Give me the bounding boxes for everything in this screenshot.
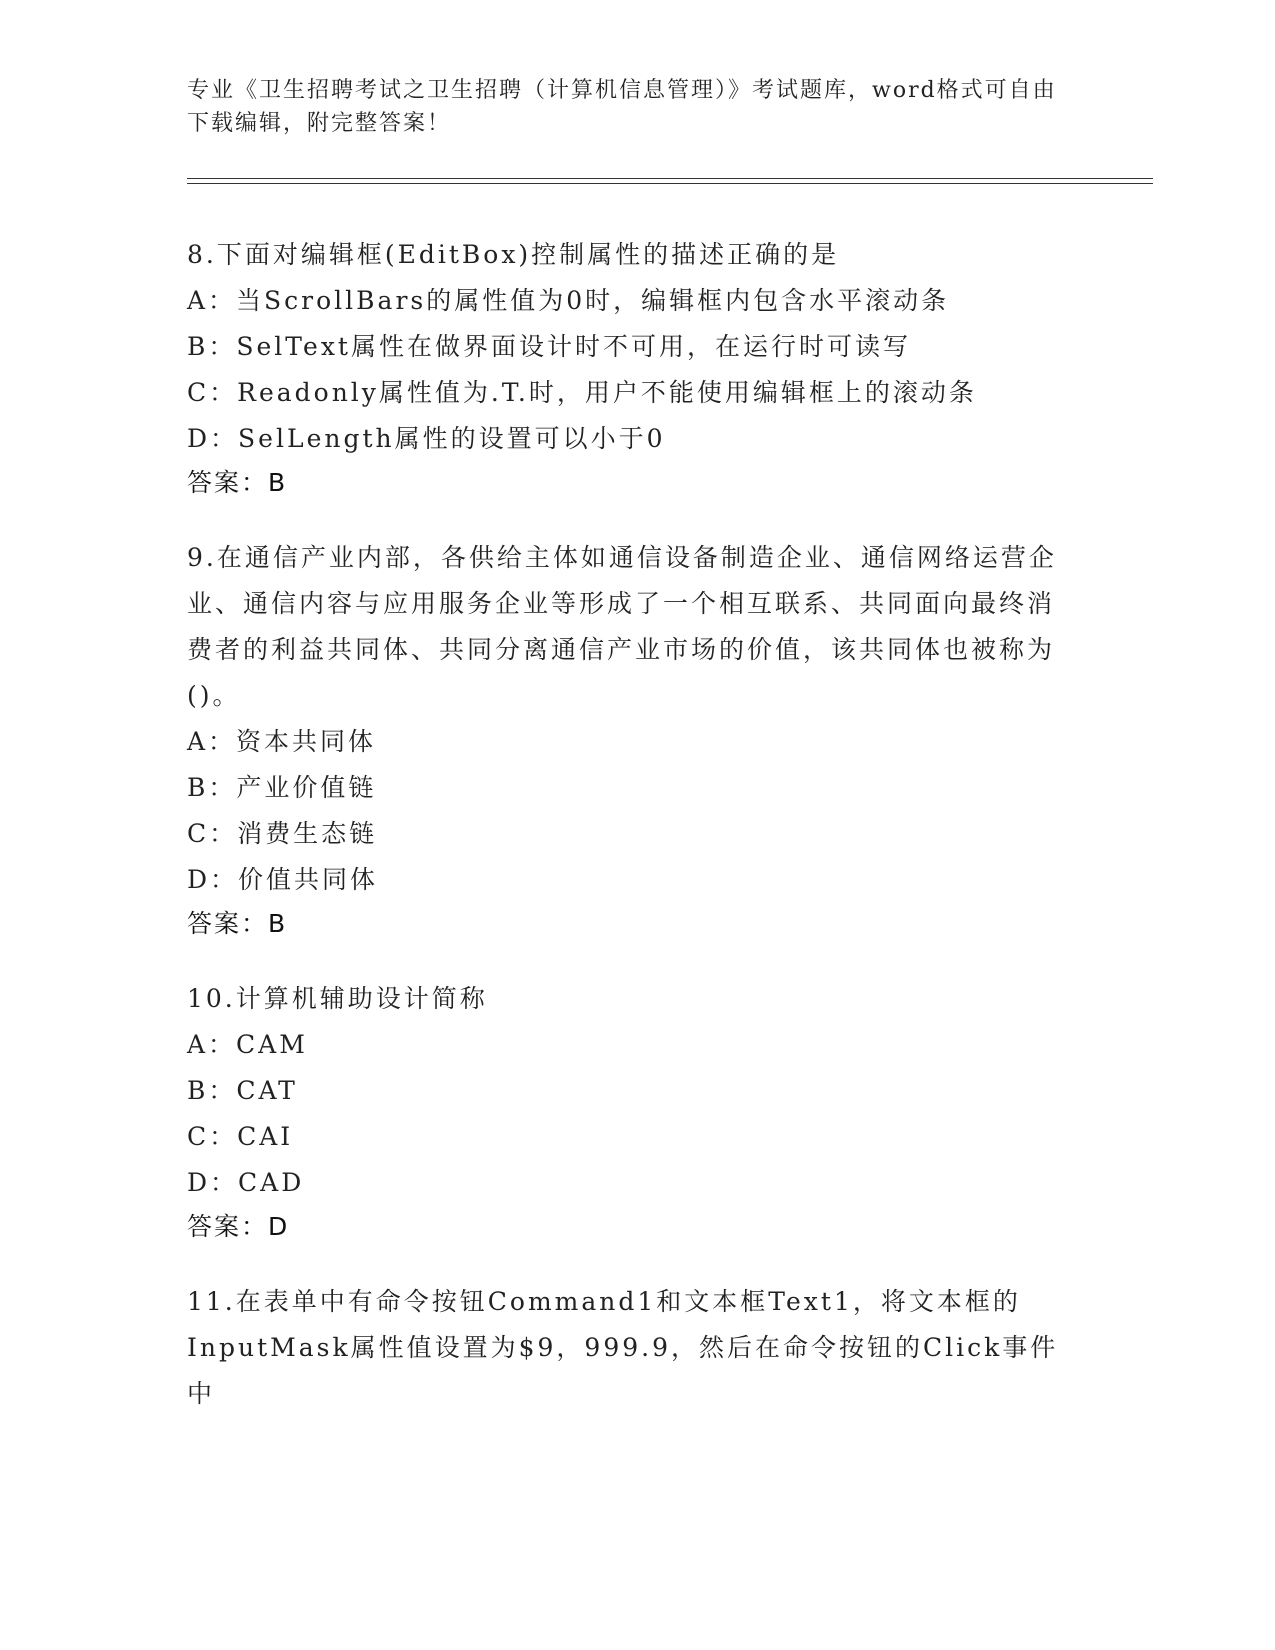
document-header: 专业《卫生招聘考试之卫生招聘（计算机信息管理）》考试题库，word格式可自由下载编辑，附完整答案！ [187, 78, 1057, 136]
option-d: D：价值共同体 [187, 865, 379, 894]
option-c: C：CAI [187, 1122, 294, 1151]
question-stem: 8.下面对编辑框(EditBox)控制属性的描述正确的是 [187, 240, 840, 269]
option-a: A：资本共同体 [187, 727, 377, 756]
question-stem: 10.计算机辅助设计简称 [187, 984, 488, 1013]
question-8 [187, 232, 1087, 504]
header-divider-top [187, 178, 1153, 179]
question-9 [187, 535, 1087, 945]
question-stem: 9.在通信产业内部，各供给主体如通信设备制造企业、通信网络运营企业、通信内容与应用服务企业等形成了一个相互联系、共同面向最终消费者的利益共同体、共同分离通信产业市场的价值，该共同体也被称为()。 [187, 543, 1057, 710]
option-b: B：CAT [187, 1076, 298, 1105]
answer: 答案：B [187, 468, 288, 497]
question-11 [187, 1279, 1087, 1417]
option-a: A：当ScrollBars的属性值为0时，编辑框内包含水平滚动条 [187, 286, 950, 315]
option-b: B：产业价值链 [187, 773, 377, 802]
header-divider-bottom [187, 183, 1153, 184]
option-d: D：SelLength属性的设置可以小于0 [187, 424, 666, 453]
question-list [187, 232, 1087, 1448]
option-d: D：CAD [187, 1168, 305, 1197]
option-c: C：Readonly属性值为.T.时，用户不能使用编辑框上的滚动条 [187, 378, 977, 407]
option-a: A：CAM [187, 1030, 308, 1059]
answer: 答案：D [187, 1212, 290, 1241]
option-b: B：SelText属性在做界面设计时不可用，在运行时可读写 [187, 332, 911, 361]
question-10 [187, 976, 1087, 1248]
option-c: C：消费生态链 [187, 819, 378, 848]
question-stem: 11.在表单中有命令按钮Command1和文本框Text1，将文本框的InputMask属性值设置为$9，999.9，然后在命令按钮的Click事件中 [187, 1287, 1059, 1408]
answer: 答案：B [187, 909, 288, 938]
